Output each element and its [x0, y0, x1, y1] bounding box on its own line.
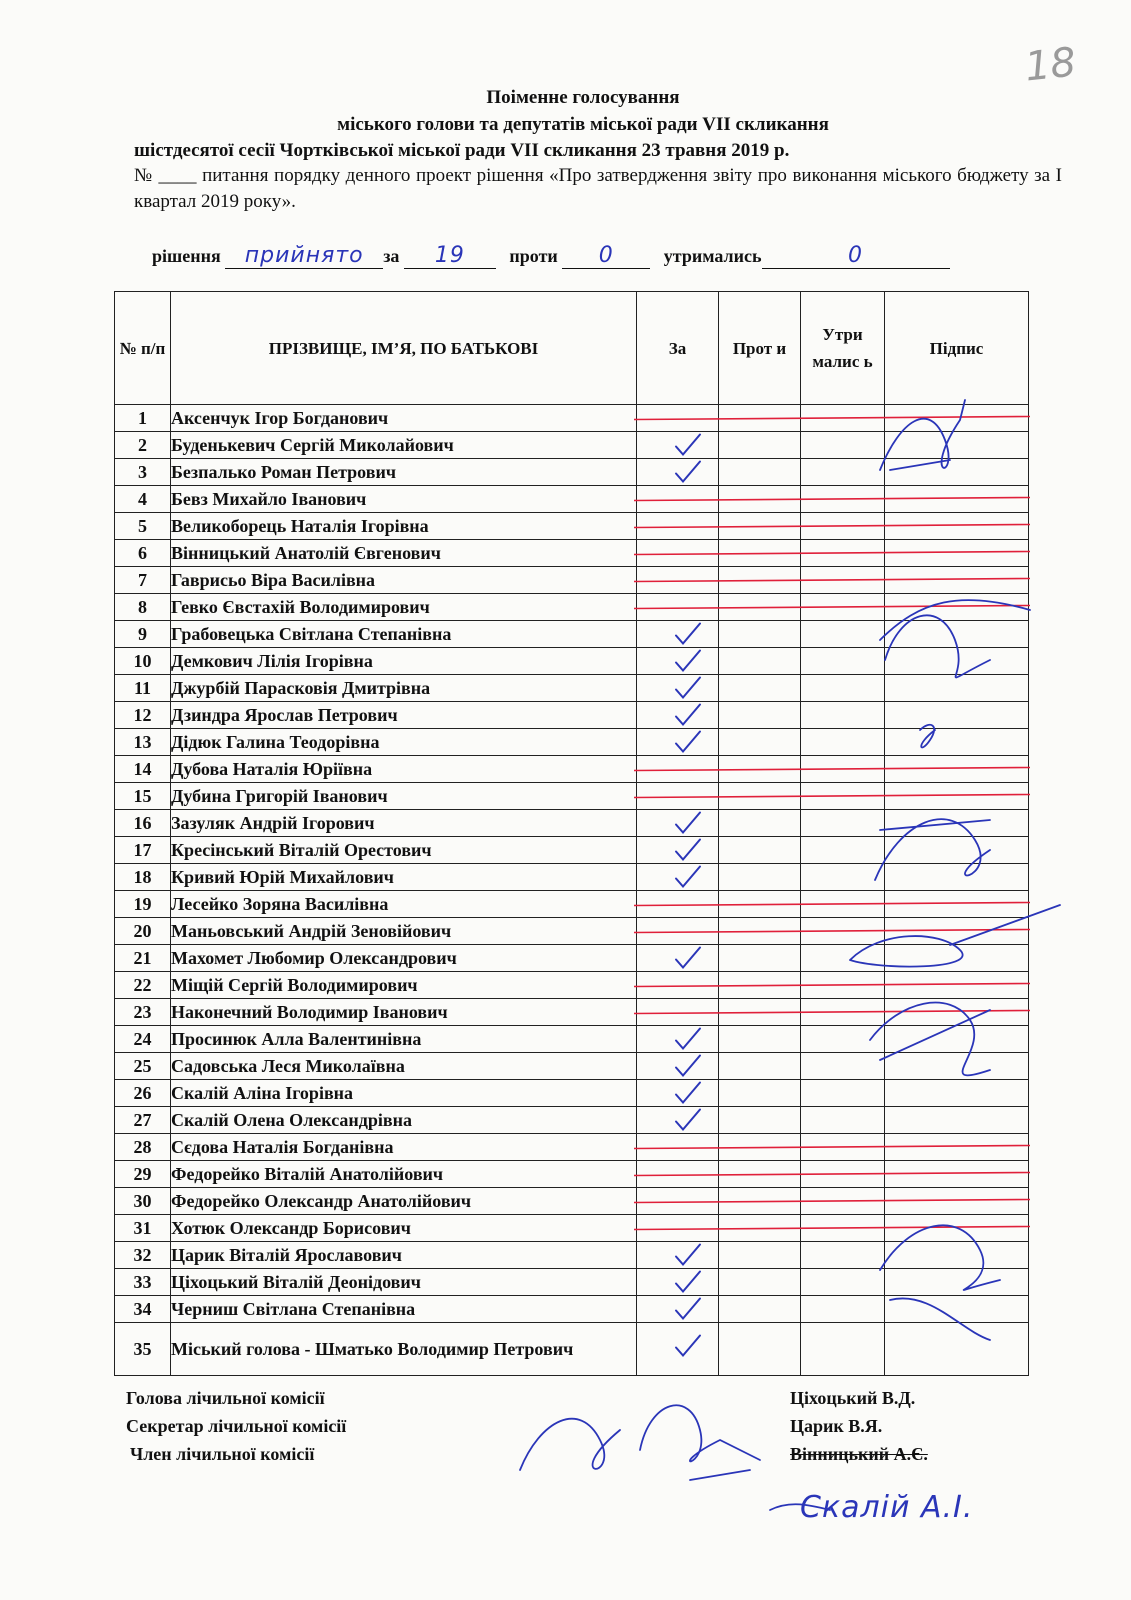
vote-for-cell [637, 405, 719, 432]
deputy-name: Джурбій Парасковія Дмитрівна [171, 675, 637, 702]
vote-abstained-cell [801, 729, 885, 756]
vote-against-cell [719, 432, 801, 459]
vote-against-cell [719, 810, 801, 837]
row-number: 26 [115, 1080, 171, 1107]
table-row [115, 891, 1029, 918]
vote-for-cell [637, 1161, 719, 1188]
vote-abstained-cell [801, 1296, 885, 1323]
vote-against-cell [719, 459, 801, 486]
table-row [115, 999, 1029, 1026]
signature-cell [885, 783, 1029, 810]
deputy-name: Безпалько Роман Петрович [171, 459, 637, 486]
deputy-name: Дзиндра Ярослав Петрович [171, 702, 637, 729]
vote-for-cell [637, 1188, 719, 1215]
table-row [115, 459, 1029, 486]
vote-against-cell [719, 702, 801, 729]
table-row [115, 513, 1029, 540]
signature-cell [885, 594, 1029, 621]
agenda-topic: № ____ питання порядку денного проект рішення «Про затвердження звіту про виконання міського бюджету за І квартал 2019 року». [134, 165, 1062, 212]
table-row [115, 621, 1029, 648]
vote-for-cell [637, 729, 719, 756]
row-number: 8 [115, 594, 171, 621]
deputy-name: Гевко Євстахій Володимирович [171, 594, 637, 621]
table-row [115, 675, 1029, 702]
row-number: 4 [115, 486, 171, 513]
vote-abstained-cell [801, 891, 885, 918]
vote-for-cell [637, 918, 719, 945]
table-row [115, 1215, 1029, 1242]
deputy-name: Гаврисьо Віра Василівна [171, 567, 637, 594]
table-row [115, 540, 1029, 567]
vote-abstained-cell [801, 837, 885, 864]
vote-against-cell [719, 1269, 801, 1296]
decision-label: рішення [152, 246, 221, 266]
vote-abstained-cell [801, 756, 885, 783]
deputy-name: Міський голова - Шматько Володимир Петрович [171, 1323, 637, 1376]
vote-for-cell [637, 1134, 719, 1161]
vote-abstained-cell [801, 918, 885, 945]
deputy-name: Федорейко Олександр Анатолійович [171, 1188, 637, 1215]
vote-against-cell [719, 486, 801, 513]
signature-cell [885, 999, 1029, 1026]
table-row [115, 1188, 1029, 1215]
vote-for-cell [637, 1026, 719, 1053]
against-count-field [562, 243, 650, 269]
vote-against-cell [719, 864, 801, 891]
vote-for-cell [637, 702, 719, 729]
abstained-count-value: 0 [848, 243, 863, 268]
table-row [115, 756, 1029, 783]
signature-cell [885, 810, 1029, 837]
row-number: 20 [115, 918, 171, 945]
vote-against-cell [719, 540, 801, 567]
vote-against-cell [719, 729, 801, 756]
row-number: 7 [115, 567, 171, 594]
vote-abstained-cell [801, 1161, 885, 1188]
vote-abstained-cell [801, 972, 885, 999]
vote-for-cell [637, 999, 719, 1026]
signature-cell [885, 1107, 1029, 1134]
deputy-name: Дубина Григорій Іванович [171, 783, 637, 810]
vote-for-cell [637, 1242, 719, 1269]
deputy-name: Садовська Леся Миколаївна [171, 1053, 637, 1080]
row-number: 18 [115, 864, 171, 891]
table-row [115, 945, 1029, 972]
table-row [115, 918, 1029, 945]
vote-abstained-cell [801, 1323, 885, 1376]
row-number: 24 [115, 1026, 171, 1053]
header-for: За [637, 292, 719, 405]
signature-cell [885, 1134, 1029, 1161]
table-row [115, 1269, 1029, 1296]
commission-secretary-name: Царик В.Я. [790, 1416, 883, 1436]
signature-cell [885, 486, 1029, 513]
row-number: 13 [115, 729, 171, 756]
vote-for-cell [637, 864, 719, 891]
vote-for-cell [637, 621, 719, 648]
row-number: 6 [115, 540, 171, 567]
deputy-name: Федорейко Віталій Анатолійович [171, 1161, 637, 1188]
vote-against-cell [719, 999, 801, 1026]
signature-cell [885, 1296, 1029, 1323]
deputy-name: Ціхоцький Віталій Деонідович [171, 1269, 637, 1296]
vote-against-cell [719, 1026, 801, 1053]
deputy-name: Сєдова Наталія Богданівна [171, 1134, 637, 1161]
vote-abstained-cell [801, 1053, 885, 1080]
signature-cell [885, 1026, 1029, 1053]
table-row [115, 594, 1029, 621]
roll-call-table [114, 291, 1029, 1376]
table-row [115, 1296, 1029, 1323]
vote-against-cell [719, 1242, 801, 1269]
vote-against-cell [719, 1215, 801, 1242]
decision-summary [152, 243, 950, 269]
table-row [115, 1242, 1029, 1269]
vote-abstained-cell [801, 567, 885, 594]
table-row [115, 810, 1029, 837]
for-label: за [383, 246, 400, 266]
vote-against-cell [719, 972, 801, 999]
row-number: 23 [115, 999, 171, 1026]
signature-cell [885, 756, 1029, 783]
row-number: 34 [115, 1296, 171, 1323]
vote-against-cell [719, 405, 801, 432]
vote-for-cell [637, 594, 719, 621]
row-number: 28 [115, 1134, 171, 1161]
vote-for-cell [637, 1323, 719, 1376]
vote-for-cell [637, 945, 719, 972]
signature-cell [885, 621, 1029, 648]
row-number: 1 [115, 405, 171, 432]
vote-against-cell [719, 1134, 801, 1161]
table-row [115, 567, 1029, 594]
deputy-name: Зазуляк Андрій Ігорович [171, 810, 637, 837]
header-number: № п/п [115, 292, 171, 405]
table-row [115, 702, 1029, 729]
vote-against-cell [719, 1161, 801, 1188]
row-number: 17 [115, 837, 171, 864]
deputy-name: Демкович Лілія Ігорівна [171, 648, 637, 675]
row-number: 3 [115, 459, 171, 486]
vote-abstained-cell [801, 621, 885, 648]
vote-abstained-cell [801, 513, 885, 540]
vote-for-cell [637, 837, 719, 864]
header-against: Прот и [719, 292, 801, 405]
deputy-name: Лесейко Зоряна Василівна [171, 891, 637, 918]
row-number: 5 [115, 513, 171, 540]
vote-abstained-cell [801, 459, 885, 486]
vote-abstained-cell [801, 675, 885, 702]
vote-against-cell [719, 1188, 801, 1215]
signature-cell [885, 567, 1029, 594]
table-row [115, 1161, 1029, 1188]
vote-for-cell [637, 1107, 719, 1134]
row-number: 15 [115, 783, 171, 810]
table-row [115, 972, 1029, 999]
commission-member-name-struck: Вінницький А.Є. [790, 1444, 928, 1464]
commission-chair-name: Ціхоцький В.Д. [790, 1388, 916, 1408]
table-row [115, 648, 1029, 675]
vote-against-cell [719, 648, 801, 675]
commission-member-label: Член лічильної комісії [130, 1444, 315, 1464]
table-row [115, 729, 1029, 756]
vote-abstained-cell [801, 810, 885, 837]
deputy-name: Бевз Михайло Іванович [171, 486, 637, 513]
signature-cell [885, 918, 1029, 945]
vote-against-cell [719, 1053, 801, 1080]
signature-cell [885, 1188, 1029, 1215]
table-body [115, 405, 1029, 1376]
signature-cell [885, 1053, 1029, 1080]
vote-for-cell [637, 1080, 719, 1107]
table-row [115, 1080, 1029, 1107]
vote-against-cell [719, 783, 801, 810]
row-number: 27 [115, 1107, 171, 1134]
against-count-value: 0 [598, 243, 614, 268]
row-number: 12 [115, 702, 171, 729]
decision-result-value: прийнято [244, 243, 364, 268]
table-row [115, 486, 1029, 513]
vote-abstained-cell [801, 405, 885, 432]
vote-abstained-cell [801, 540, 885, 567]
header-abstained: Утри малис ь [801, 292, 885, 405]
page-number: 18 [1022, 39, 1079, 91]
vote-abstained-cell [801, 702, 885, 729]
vote-for-cell [637, 1053, 719, 1080]
handwritten-signature [640, 1405, 760, 1480]
row-number: 21 [115, 945, 171, 972]
vote-against-cell [719, 1296, 801, 1323]
signature-cell [885, 729, 1029, 756]
abstained-count-field [762, 243, 950, 269]
vote-for-cell [637, 675, 719, 702]
vote-for-cell [637, 891, 719, 918]
vote-against-cell [719, 567, 801, 594]
vote-for-cell [637, 567, 719, 594]
deputy-name: Скалій Аліна Ігорівна [171, 1080, 637, 1107]
for-count-field [404, 243, 496, 269]
row-number: 29 [115, 1161, 171, 1188]
vote-abstained-cell [801, 945, 885, 972]
document-title: Поіменне голосування [486, 87, 680, 108]
vote-abstained-cell [801, 594, 885, 621]
vote-abstained-cell [801, 1242, 885, 1269]
vote-abstained-cell [801, 1026, 885, 1053]
deputy-name: Махомет Любомир Олександрович [171, 945, 637, 972]
vote-against-cell [719, 1107, 801, 1134]
vote-for-cell [637, 540, 719, 567]
vote-for-cell [637, 1269, 719, 1296]
vote-abstained-cell [801, 1188, 885, 1215]
vote-abstained-cell [801, 648, 885, 675]
deputy-name: Аксенчук Ігор Богданович [171, 405, 637, 432]
vote-for-cell [637, 1296, 719, 1323]
deputy-name: Міщій Сергій Володимирович [171, 972, 637, 999]
vote-against-cell [719, 675, 801, 702]
vote-for-cell [637, 486, 719, 513]
deputy-name: Скалій Олена Олександрівна [171, 1107, 637, 1134]
document-subtitle: міського голови та депутатів міської ради VII скликання [337, 114, 829, 135]
deputy-name: Вінницький Анатолій Євгенович [171, 540, 637, 567]
signature-cell [885, 891, 1029, 918]
signature-cell [885, 648, 1029, 675]
vote-against-cell [719, 891, 801, 918]
vote-against-cell [719, 918, 801, 945]
table-row [115, 864, 1029, 891]
for-count-value: 19 [434, 243, 465, 268]
against-label: проти [509, 246, 558, 266]
vote-for-cell [637, 810, 719, 837]
signature-cell [885, 702, 1029, 729]
signature-cell [885, 837, 1029, 864]
signature-cell [885, 1323, 1029, 1376]
table-row [115, 432, 1029, 459]
signature-cell [885, 513, 1029, 540]
row-number: 30 [115, 1188, 171, 1215]
table-row [115, 1323, 1029, 1376]
deputy-name: Великоборець Наталія Ігорівна [171, 513, 637, 540]
vote-against-cell [719, 1080, 801, 1107]
deputy-name: Дідюк Галина Теодорівна [171, 729, 637, 756]
table-row [115, 1026, 1029, 1053]
table-row [115, 1107, 1029, 1134]
vote-abstained-cell [801, 1080, 885, 1107]
vote-abstained-cell [801, 432, 885, 459]
commission-chair-label: Голова лічильної комісії [126, 1388, 325, 1408]
signature-cell [885, 1215, 1029, 1242]
vote-abstained-cell [801, 999, 885, 1026]
signature-cell [885, 540, 1029, 567]
deputy-name: Дубова Наталія Юріївна [171, 756, 637, 783]
vote-against-cell [719, 513, 801, 540]
table-row [115, 1053, 1029, 1080]
vote-abstained-cell [801, 1269, 885, 1296]
deputy-name: Грабовецька Світлана Степанівна [171, 621, 637, 648]
table-row [115, 405, 1029, 432]
signature-cell [885, 972, 1029, 999]
vote-against-cell [719, 837, 801, 864]
vote-for-cell [637, 756, 719, 783]
signature-cell [885, 1161, 1029, 1188]
vote-for-cell [637, 459, 719, 486]
signature-cell [885, 405, 1029, 432]
table-row [115, 1134, 1029, 1161]
row-number: 31 [115, 1215, 171, 1242]
signature-cell [885, 1080, 1029, 1107]
row-number: 9 [115, 621, 171, 648]
vote-abstained-cell [801, 864, 885, 891]
deputy-name: Кривий Юрій Михайлович [171, 864, 637, 891]
commission-secretary-label: Секретар лічильної комісії [126, 1416, 347, 1436]
deputy-name: Маньовський Андрій Зеновійович [171, 918, 637, 945]
header-signature: Підпис [885, 292, 1029, 405]
deputy-name: Царик Віталій Ярославович [171, 1242, 637, 1269]
vote-for-cell [637, 972, 719, 999]
deputy-name: Кресінський Віталій Орестович [171, 837, 637, 864]
vote-for-cell [637, 783, 719, 810]
row-number: 14 [115, 756, 171, 783]
deputy-name: Наконечний Володимир Іванович [171, 999, 637, 1026]
signature-cell [885, 459, 1029, 486]
row-number: 19 [115, 891, 171, 918]
signature-cell [885, 864, 1029, 891]
signature-cell [885, 1269, 1029, 1296]
row-number: 10 [115, 648, 171, 675]
vote-for-cell [637, 648, 719, 675]
vote-against-cell [719, 1323, 801, 1376]
decision-result-field [225, 243, 383, 269]
row-number: 11 [115, 675, 171, 702]
header-full-name: ПРІЗВИЩЕ, ІМ’Я, ПО БАТЬКОВІ [171, 292, 637, 405]
deputy-name: Просинюк Алла Валентинівна [171, 1026, 637, 1053]
vote-for-cell [637, 432, 719, 459]
deputy-name: Буденькевич Сергій Миколайович [171, 432, 637, 459]
row-number: 2 [115, 432, 171, 459]
signature-cell [885, 945, 1029, 972]
vote-abstained-cell [801, 1134, 885, 1161]
row-number: 33 [115, 1269, 171, 1296]
row-number: 16 [115, 810, 171, 837]
vote-against-cell [719, 756, 801, 783]
signature-cell [885, 1242, 1029, 1269]
row-number: 35 [115, 1323, 171, 1376]
signature-cell [885, 432, 1029, 459]
vote-for-cell [637, 1215, 719, 1242]
row-number: 32 [115, 1242, 171, 1269]
row-number: 22 [115, 972, 171, 999]
handwritten-signature [520, 1419, 620, 1470]
deputy-name: Черниш Світлана Степанівна [171, 1296, 637, 1323]
vote-against-cell [719, 621, 801, 648]
vote-abstained-cell [801, 1107, 885, 1134]
session-line: шістдесятої сесії Чортківської міської ради VII скликання 23 травня 2019 р. [134, 140, 790, 161]
commission-member-name-handwritten: Скалій А.І. [800, 1490, 974, 1525]
row-number: 25 [115, 1053, 171, 1080]
signature-cell [885, 675, 1029, 702]
abstained-label: утримались [663, 246, 762, 266]
vote-for-cell [637, 513, 719, 540]
vote-against-cell [719, 945, 801, 972]
table-row [115, 783, 1029, 810]
vote-against-cell [719, 594, 801, 621]
table-row [115, 837, 1029, 864]
vote-abstained-cell [801, 486, 885, 513]
deputy-name: Хотюк Олександр Борисович [171, 1215, 637, 1242]
vote-abstained-cell [801, 1215, 885, 1242]
vote-abstained-cell [801, 783, 885, 810]
